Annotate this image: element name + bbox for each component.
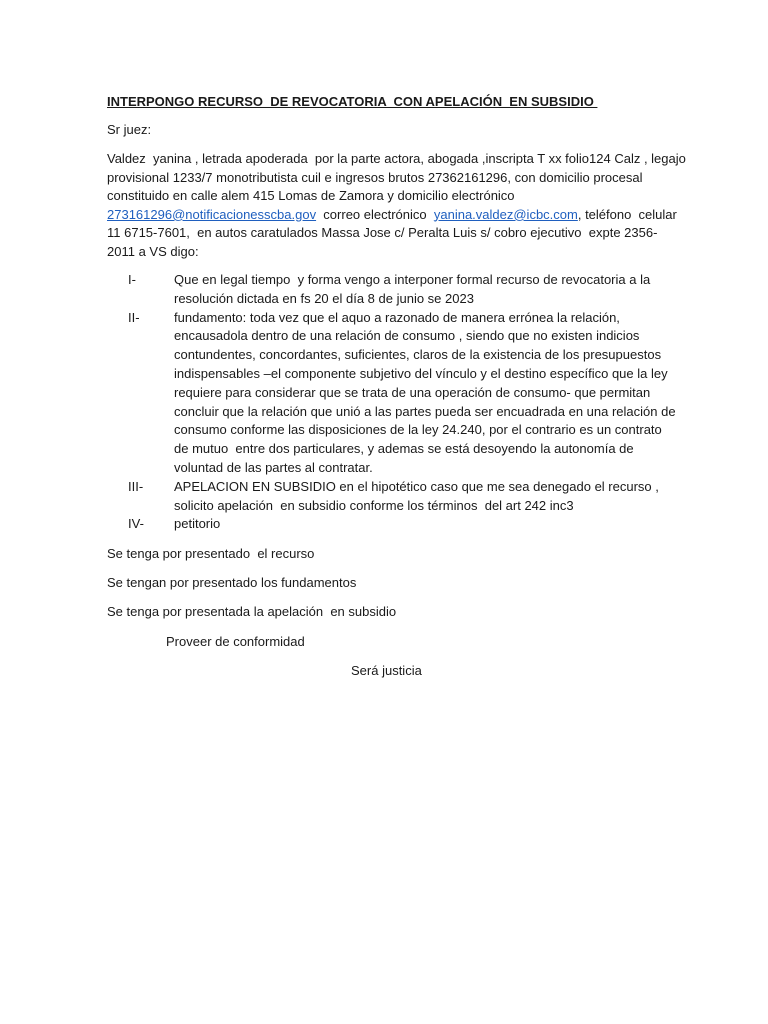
list-item-text [174, 309, 676, 478]
list-item-line: voluntad de las partes al contratar. [174, 459, 373, 475]
intro-line: constituido en calle alem 415 Lomas de Zamora y domicilio electrónico [107, 188, 515, 204]
list-item [128, 515, 668, 534]
request-line: Se tenga por presentado el recurso [107, 546, 315, 561]
list-item-line: de mutuo entre dos particulares, y ademas se está desoyendo la autonomía de [174, 441, 634, 457]
list-item [128, 478, 668, 516]
list-item-number: II- [128, 309, 140, 325]
numbered-list [128, 271, 676, 534]
list-item-line: contundentes, concordantes, suficientes, claros de la existencia de los presupuestos [174, 347, 662, 363]
request-line: Se tengan por presentado los fundamentos [107, 575, 357, 590]
list-item-line: concluir que la relación que unió a las partes pueda ser encuadrada en una relación de [174, 403, 676, 419]
list-item-line: APELACION EN SUBSIDIO en el hipotético caso que me sea denegado el recurso , [174, 478, 659, 494]
list-item-text [174, 515, 668, 534]
list-item-text [174, 478, 668, 516]
list-item-line: solicito apelación en subsidio conforme los términos del art 242 inc3 [174, 497, 574, 513]
document-title: INTERPONGO RECURSO DE REVOCATORIA CON APELACIÓN EN SUBSIDIO [107, 94, 598, 109]
intro-line: 2011 a VS digo: [107, 243, 199, 259]
list-item [128, 271, 668, 309]
list-item-line: requiere para considerar que se trata de una operación de consumo- que permitan [174, 384, 651, 400]
list-item-text [174, 271, 668, 309]
list-item-number: I- [128, 272, 136, 287]
list-item-line: Que en legal tiempo y forma vengo a interponer formal recurso de revocatoria a la [174, 272, 651, 287]
personal-email-link[interactable]: yanina.valdez@icbc.com [433, 206, 578, 222]
closing-line: Proveer de conformidad [166, 634, 305, 649]
intro-line: 11 6715-7601, en autos caratulados Massa Jose c/ Peralta Luis s/ cobro ejecutivo expte 2356- [107, 225, 658, 241]
intro-line: provisional 1233/7 monotributista cuil e ingresos brutos 27362161296, con domicilio procesal [107, 169, 643, 185]
list-item-line: consumo conforme las disposiciones de la ley 24.240, por el contrario es un contrato [174, 422, 662, 438]
list-item-number: IV- [128, 516, 144, 532]
list-item-line: petitorio [174, 516, 221, 532]
list-item [128, 309, 676, 478]
list-item-number: III- [128, 478, 144, 494]
list-item-line: indispensables –el componente subjetivo del vínculo y el destino específico que la ley [174, 365, 668, 381]
intro-text: correo electrónico [316, 206, 434, 222]
list-item-line: encausadola dentro de una relación de consumo , siendo que no existen indicios [174, 328, 640, 344]
intro-text: , teléfono celular [577, 206, 677, 222]
intro-paragraph [107, 150, 686, 262]
salutation: Sr juez: [107, 122, 152, 137]
list-item-line: fundamento: toda vez que el aquo a razonado de manera errónea la relación, [174, 309, 620, 325]
intro-line: Valdez yanina , letrada apoderada por la parte actora, abogada ,inscripta T xx folio124 Calz , legajo [107, 151, 686, 166]
notification-email-link[interactable]: 273161296@notificacionesscba.gov [107, 206, 317, 222]
list-item-line: resolución dictada en fs 20 el día 8 de junio se 2023 [174, 290, 474, 306]
request-line: Se tenga por presentada la apelación en subsidio [107, 604, 397, 619]
intro-contact-line [107, 206, 677, 225]
signature-formula: Será justicia [351, 663, 422, 678]
